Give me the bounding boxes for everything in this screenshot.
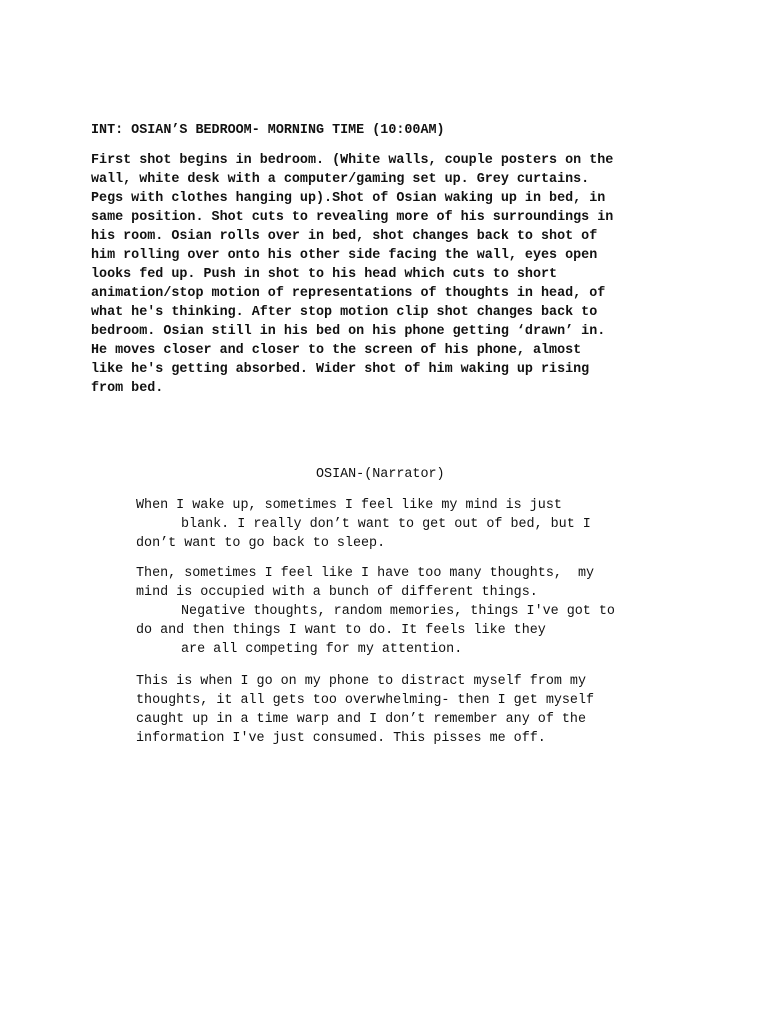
- dialogue-line: do and then things I want to do. It feels like they: [136, 623, 546, 638]
- action-line: looks fed up. Push in shot to his head which cuts to short: [91, 267, 558, 282]
- action-line: him rolling over onto his other side facing the wall, eyes open: [91, 248, 598, 263]
- action-line: what he's thinking. After stop motion clip shot changes back to: [91, 305, 598, 320]
- dialogue-line: Negative thoughts, random memories, things I've got to: [181, 604, 615, 619]
- dialogue-line: thoughts, it all gets too overwhelming- then I get myself: [136, 693, 595, 708]
- dialogue-line: Then, sometimes I feel like I have too many thoughts, my: [136, 566, 595, 581]
- character-name: OSIAN-(Narrator): [316, 467, 445, 482]
- action-line: First shot begins in bedroom. (White walls, couple posters on the: [91, 153, 614, 168]
- dialogue-line: This is when I go on my phone to distract myself from my: [136, 674, 586, 689]
- action-line: like he's getting absorbed. Wider shot of him waking up rising: [91, 362, 590, 377]
- action-line: his room. Osian rolls over in bed, shot changes back to shot of: [91, 229, 598, 244]
- dialogue-line: blank. I really don’t want to get out of bed, but I: [181, 517, 591, 532]
- scene-heading: INT: OSIAN’S BEDROOM- MORNING TIME (10:00AM): [91, 123, 445, 138]
- action-line: animation/stop motion of representations of thoughts in head, of: [91, 286, 606, 301]
- action-line: bedroom. Osian still in his bed on his phone getting ‘drawn’ in.: [91, 324, 606, 339]
- dialogue-paragraph: [136, 496, 696, 553]
- action-line: from bed.: [91, 381, 164, 396]
- dialogue-line: are all competing for my attention.: [181, 642, 463, 657]
- action-line: wall, white desk with a computer/gaming set up. Grey curtains.: [91, 172, 590, 187]
- action-description: [91, 151, 691, 398]
- dialogue-paragraph: [136, 672, 696, 748]
- dialogue-line: mind is occupied with a bunch of different things.: [136, 585, 538, 600]
- dialogue-line: don’t want to go back to sleep.: [136, 536, 386, 551]
- dialogue-line: information I've just consumed. This pisses me off.: [136, 731, 546, 746]
- action-line: He moves closer and closer to the screen of his phone, almost: [91, 343, 582, 358]
- action-line: Pegs with clothes hanging up).Shot of Osian waking up in bed, in: [91, 191, 606, 206]
- dialogue-line: caught up in a time warp and I don’t remember any of the: [136, 712, 586, 727]
- action-line: same position. Shot cuts to revealing more of his surroundings in: [91, 210, 614, 225]
- dialogue-paragraph: [136, 564, 696, 659]
- dialogue-line: When I wake up, sometimes I feel like my mind is just: [136, 498, 562, 513]
